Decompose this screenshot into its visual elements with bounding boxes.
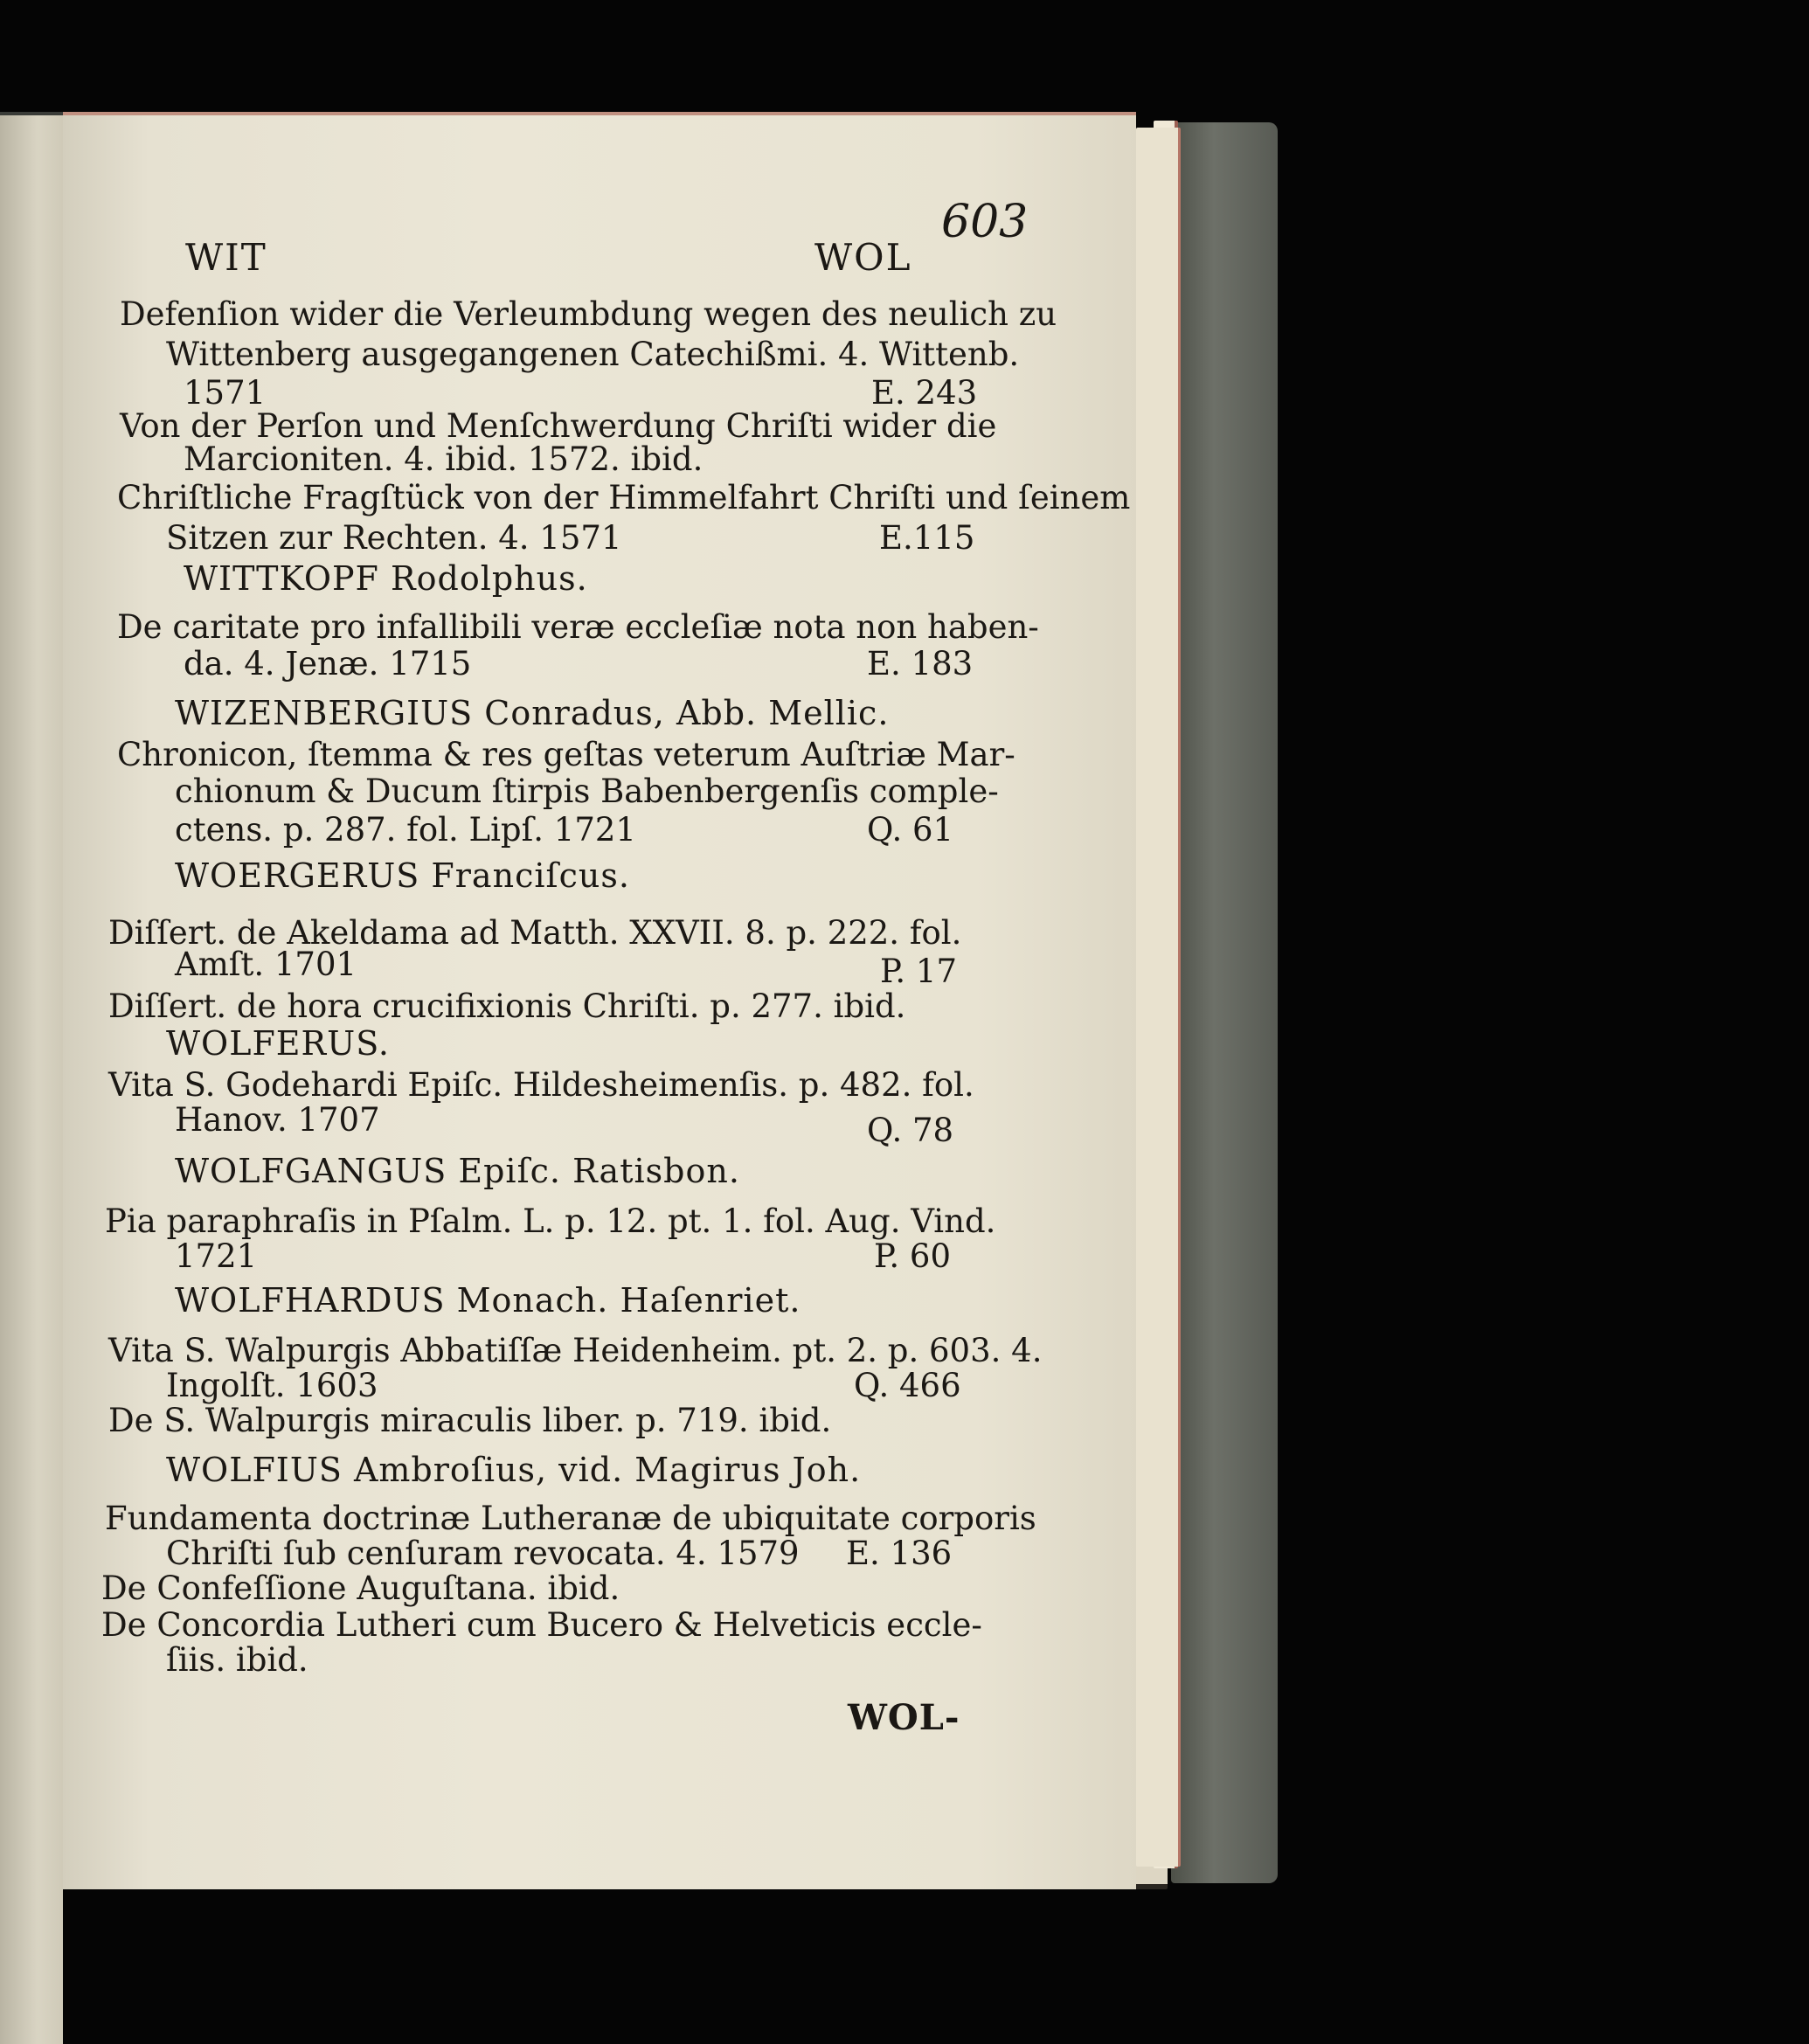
entry-line: Chronicon, ſtemma & res geſtas veterum Auſtriæ Mar-: [117, 736, 1015, 773]
entry-line: De S. Walpurgis miraculis liber. p. 719. ibid.: [108, 1402, 832, 1439]
entry-reference: E.115: [879, 519, 975, 557]
left-facing-page: [0, 115, 63, 2044]
book-cover: [1171, 122, 1278, 1883]
author-heading: WOLFIUS Ambroſius, vid. Magirus Joh.: [166, 1451, 862, 1489]
author-heading: WOLFHARDUS Monach. Haſenriet.: [175, 1281, 801, 1320]
entry-reference: Q. 466: [854, 1367, 961, 1404]
entry-line: Vita S. Walpurgis Abbatiſſæ Heidenheim. pt. 2. p. 603. 4.: [108, 1332, 1043, 1369]
entry-line: Marcioniten. 4. ibid. 1572. ibid.: [184, 440, 704, 478]
entry-line: Chriſtliche Fragſtück von der Himmelfahrt Chriſti und ſeinem: [117, 479, 1131, 516]
running-head-left: WIT: [185, 236, 267, 279]
entry-line: De Confeſſione Auguſtana. ibid.: [101, 1569, 620, 1607]
entry-line: Hanov. 1707: [175, 1101, 380, 1139]
entry-line: Amſt. 1701: [175, 946, 357, 983]
entry-line: Diſſert. de hora crucifixionis Chriſti. p. 277. ibid.: [108, 987, 906, 1025]
author-heading: WOLFGANGUS Epiſc. Ratisbon.: [175, 1152, 740, 1190]
author-heading: WITTKOPF Rodolphus.: [184, 559, 588, 598]
catchword: WOL-: [848, 1697, 960, 1738]
entry-line: chionum & Ducum ſtirpis Babenbergenſis comple-: [175, 773, 999, 810]
entry-line: De caritate pro infallibili veræ eccleſiæ nota non haben-: [117, 608, 1039, 646]
entry-line: Von der Perſon und Menſchwerdung Chriſti wider die: [120, 407, 997, 445]
page-edge-inner: [1136, 128, 1181, 1867]
entry-line: Wittenberg ausgegangenen Catechißmi. 4. Wittenb.: [166, 336, 1020, 373]
entry-line: da. 4. Jenæ. 1715: [184, 645, 472, 682]
running-head-right: WOL: [814, 236, 912, 279]
entry-line: Diſſert. de Akeldama ad Matth. XXVII. 8. p. 222. fol.: [108, 914, 962, 952]
author-heading: WIZENBERGIUS Conradus, Abb. Mellic.: [175, 694, 890, 732]
entry-line: Defenſion wider die Verleumbdung wegen des neulich zu: [120, 295, 1057, 333]
entry-line: De Concordia Lutheri cum Bucero & Helveticis eccle-: [101, 1606, 982, 1644]
entry-reference: E. 243: [871, 374, 978, 412]
entry-line: 1571: [184, 374, 267, 412]
entry-reference: Q. 78: [867, 1112, 954, 1149]
entry-reference: P. 17: [880, 953, 958, 990]
entry-line: Pia paraphraſis in Pſalm. L. p. 12. pt. 1. fol. Aug. Vind.: [105, 1202, 996, 1240]
entry-line: Chriſti ſub cenſuram revocata. 4. 1579: [166, 1535, 800, 1572]
entry-reference: E. 136: [846, 1535, 953, 1572]
entry-line: Vita S. Godehardi Epiſc. Hildesheimenſis. p. 482. fol.: [108, 1066, 974, 1104]
entry-line: ſiis. ibid.: [166, 1641, 308, 1679]
entry-line: Ingolſt. 1603: [166, 1367, 378, 1404]
entry-reference: E. 183: [867, 645, 974, 682]
entry-line: Fundamenta doctrinæ Lutheranæ de ubiquitate corporis: [105, 1500, 1036, 1537]
author-heading: WOLFERUS.: [166, 1024, 390, 1063]
entry-line: 1721: [175, 1237, 258, 1275]
entry-reference: Q. 61: [867, 811, 954, 849]
entry-line: Sitzen zur Rechten. 4. 1571: [166, 519, 622, 557]
author-heading: WOERGERUS Franciſcus.: [175, 856, 630, 895]
page-number: 603: [941, 196, 1029, 248]
book-page: [63, 112, 1136, 1889]
entry-line: ctens. p. 287. fol. Lipſ. 1721: [175, 811, 636, 849]
entry-reference: P. 60: [874, 1237, 952, 1275]
